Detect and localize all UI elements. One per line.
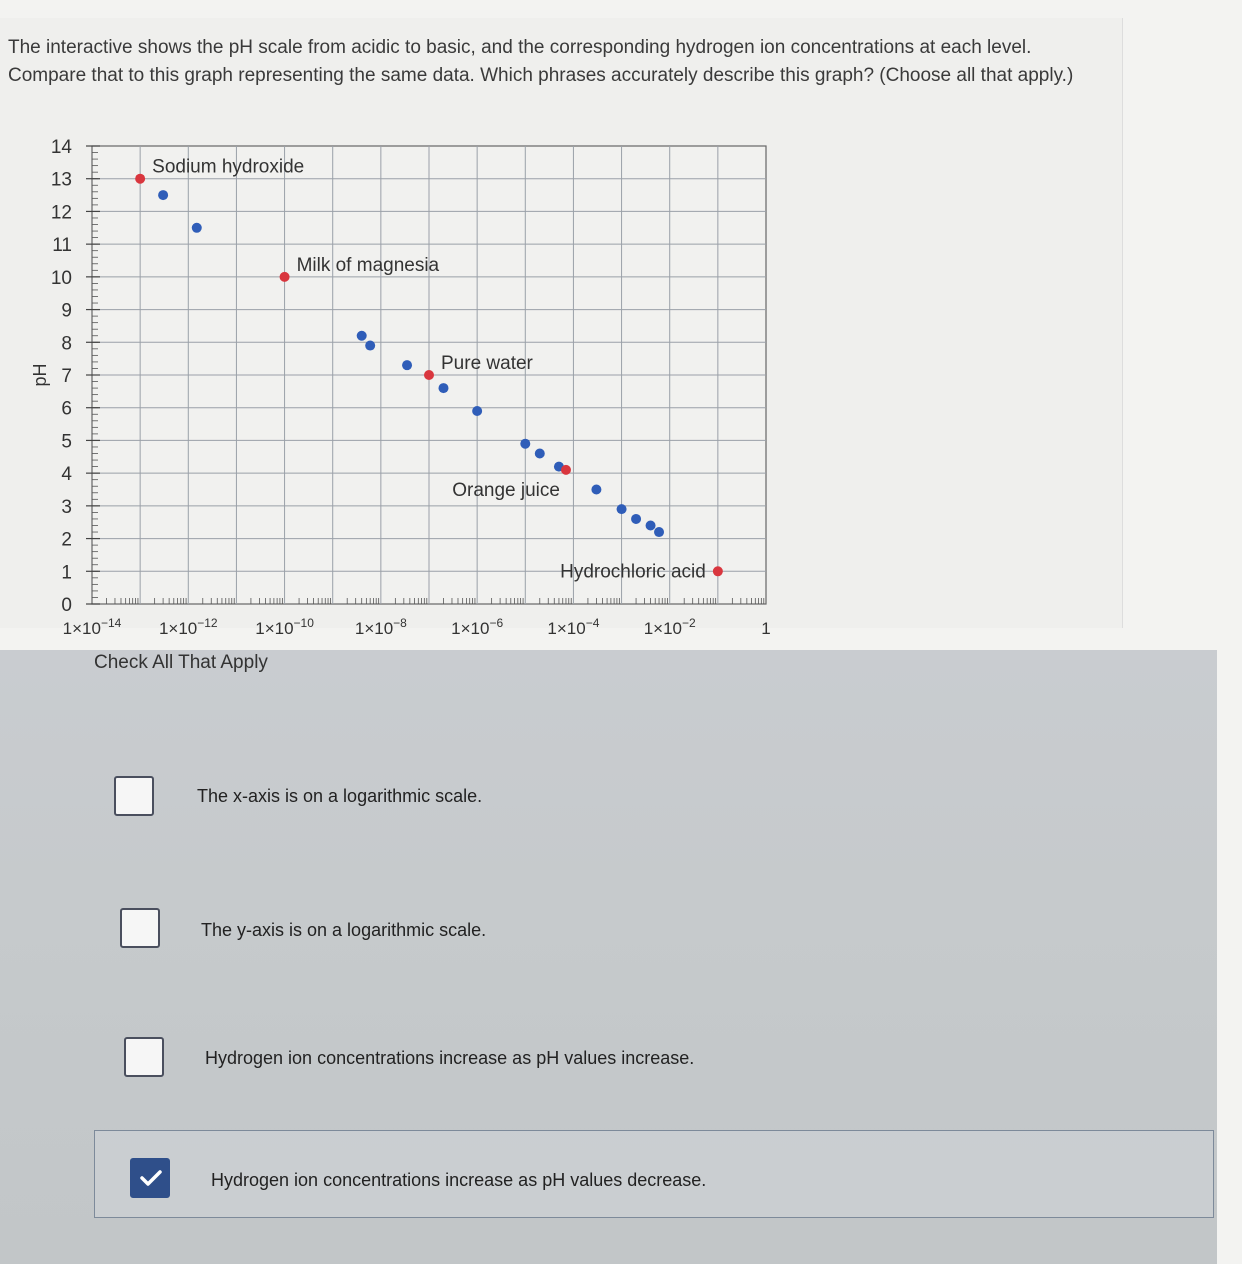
y-tick-label: 0	[61, 595, 72, 616]
data-point	[713, 566, 723, 576]
data-point	[591, 485, 601, 495]
data-point	[617, 504, 627, 514]
option-3-label: Hydrogen ion concentrations increase as pH values increase.	[205, 1048, 695, 1068]
y-tick-label: 14	[50, 137, 72, 158]
y-tick-label: 12	[50, 202, 72, 224]
data-point-label: Orange juice	[452, 479, 560, 501]
checkbox-option-4[interactable]	[130, 1158, 170, 1198]
checkmark-icon	[140, 1169, 162, 1187]
y-tick-label: 11	[52, 235, 72, 257]
data-point	[646, 520, 656, 530]
y-tick-label: 9	[61, 300, 72, 322]
option-4-label: Hydrogen ion concentrations increase as pH values decrease.	[211, 1170, 707, 1190]
data-point	[192, 223, 202, 233]
data-point	[520, 439, 530, 449]
option-x-log[interactable]	[0, 770, 1217, 850]
data-point	[280, 272, 290, 282]
ph-chart	[0, 118, 790, 643]
y-tick-label: 3	[61, 496, 72, 518]
y-axis-label: pH	[30, 363, 50, 387]
check-all-label: Check All That Apply	[94, 652, 268, 673]
option-y-log[interactable]	[0, 904, 1217, 984]
data-point	[438, 383, 448, 393]
checkbox-option-3[interactable]	[124, 1037, 164, 1077]
x-tick-label: $1\times 10^{-4}$	[547, 616, 600, 638]
data-point-label: Pure water	[441, 353, 533, 374]
y-tick-label: 4	[61, 464, 72, 486]
data-point	[357, 331, 367, 341]
data-point	[424, 370, 434, 380]
x-tick-label: 1	[761, 619, 771, 638]
data-point	[158, 190, 168, 200]
option-1-label: The x-axis is on a logarithmic scale.	[197, 786, 483, 806]
data-point	[402, 360, 412, 370]
data-point-label: Sodium hydroxide	[152, 156, 305, 178]
question-prompt: The interactive shows the pH scale from acidic to basic, and the corresponding hydrogen ion concentrations at each level. Compare that to this graph representing the same data. Which phrases accurately describe this graph? (Choose all that apply.)	[8, 37, 1074, 86]
option-2-label: The y-axis is on a logarithmic scale.	[201, 920, 487, 940]
y-tick-label: 8	[61, 333, 72, 355]
x-tick-label: $1\times 10^{-12}$	[158, 616, 218, 638]
data-point	[365, 341, 375, 351]
data-point-label: Hydrochloric acid	[560, 561, 706, 583]
x-tick-label: $1\times 10^{-8}$	[354, 616, 407, 638]
data-point	[472, 406, 482, 416]
y-tick-label: 6	[61, 398, 72, 420]
data-point	[654, 527, 664, 537]
y-tick-label: 1	[61, 562, 72, 584]
option-increase-increase[interactable]	[0, 1035, 1217, 1115]
x-tick-label: $1\times 10^{-2}$	[643, 616, 696, 638]
y-tick-label: 2	[61, 529, 72, 551]
data-point	[535, 449, 545, 459]
answers-panel	[0, 650, 1217, 1264]
x-tick-label: $1\times 10^{-10}$	[255, 616, 314, 638]
y-tick-label: 13	[50, 169, 72, 191]
data-point-label: Milk of magnesia	[296, 254, 440, 276]
option-increase-decrease[interactable]	[0, 1130, 1217, 1210]
question-panel	[0, 18, 1123, 638]
x-tick-label: $1\times 10^{-6}$	[451, 616, 504, 638]
y-tick-label: 7	[61, 366, 72, 387]
y-tick-label: 5	[61, 431, 72, 453]
data-point	[561, 465, 571, 475]
x-tick-label: $1\times 10^{-14}$	[62, 616, 122, 638]
checkbox-option-2[interactable]	[120, 908, 160, 948]
checkbox-option-1[interactable]	[114, 776, 154, 816]
data-point	[631, 514, 641, 524]
data-point	[135, 174, 145, 184]
y-tick-label: 10	[50, 267, 72, 289]
